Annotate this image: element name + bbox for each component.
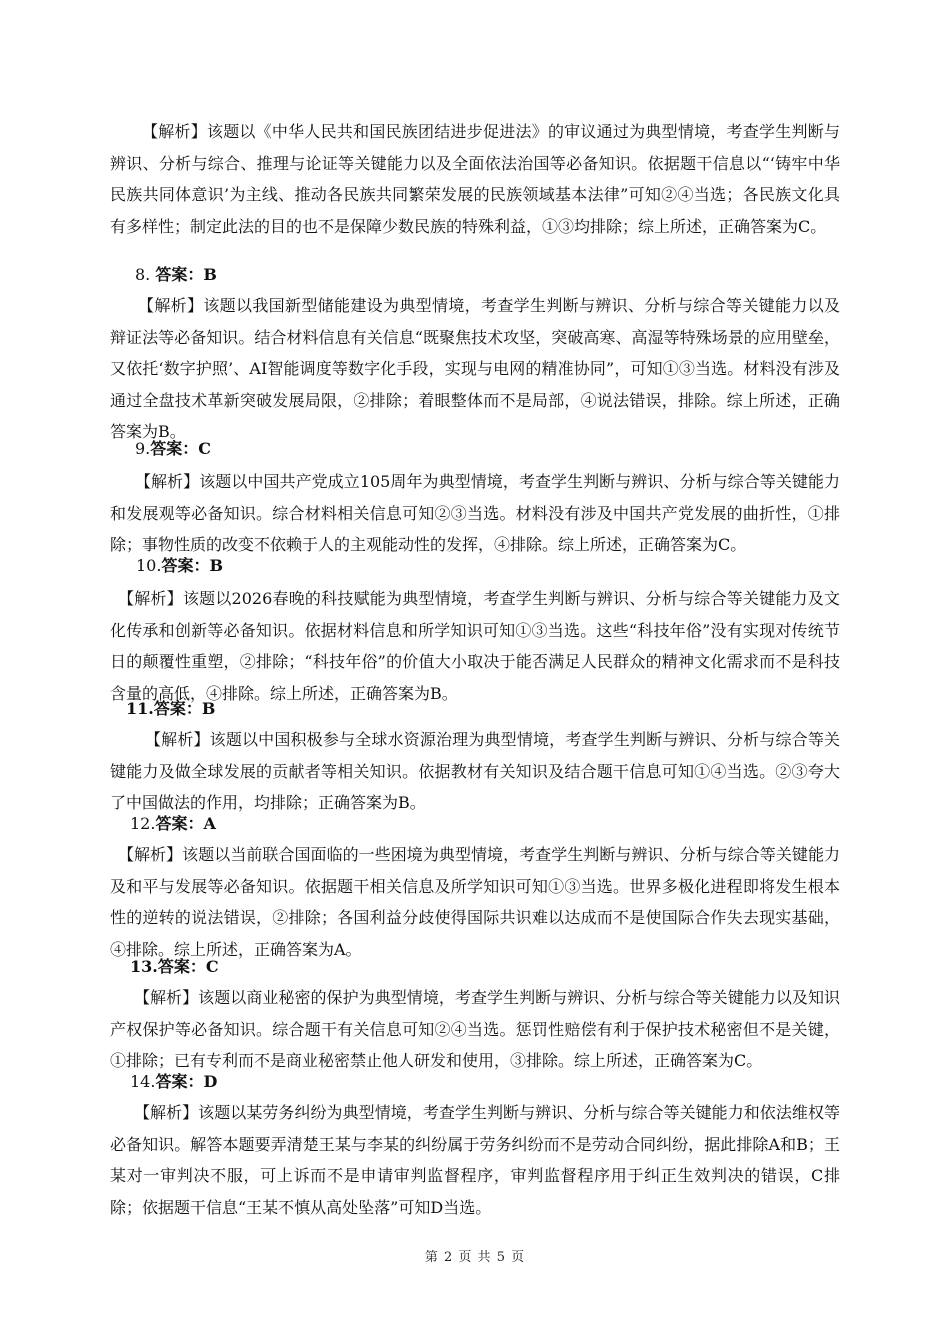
answer-label: 答案： <box>161 556 210 575</box>
answer-label: 答案： <box>155 265 204 284</box>
answer-q13 <box>110 954 860 980</box>
analysis-text: 【解析】该题以商业秘密的保护为典型情境，考查学生判断与辨识、分析与综合等关键能力以及知识产权保护等必备知识。综合题干有关信息可知②④当选。惩罚性赔偿有利于保护技术秘密但不是关键，①排除；已有专利而不是商业秘密禁止他人研发和使用，③排除。综上所述，正确答案为C。 <box>110 988 840 1070</box>
analysis-q7 <box>110 116 840 242</box>
page-footer: 第 2 页 共 5 页 <box>424 1250 526 1265</box>
answer-number: 10. <box>136 556 162 575</box>
analysis-text: 【解析】该题以当前联合国面临的一些困境为典型情境，考查学生判断与辨识、分析与综合等关键能力及和平与发展等必备知识。依据题干相关信息及所学知识可知①③当选。世界多极化进程即将发生根本性的逆转的说法错误，②排除；各国利益分歧使得国际共识难以达成而不是使国际合作失去现实基础，④排除。综上所述，正确答案为A。 <box>110 845 840 959</box>
answer-q10 <box>110 553 866 579</box>
answer-value: B <box>203 265 217 284</box>
answer-number: 9. <box>135 439 151 458</box>
answer-label: 答案： <box>150 439 199 458</box>
answer-label: 答案： <box>153 699 202 718</box>
analysis-q8 <box>110 290 840 448</box>
answer-label: 答案： <box>155 814 204 833</box>
answer-q12 <box>110 811 860 837</box>
answer-number: 14. <box>130 1072 156 1091</box>
analysis-q13 <box>110 982 840 1077</box>
answer-label: 答案： <box>155 1072 204 1091</box>
answer-number: 11. <box>126 699 154 718</box>
analysis-q11 <box>110 724 840 819</box>
analysis-text: 【解析】该题以2026春晚的科技赋能为典型情境，考查学生判断与辨识、分析与综合等关键能力及文化传承和创新等必备知识。依据材料信息和所学知识可知①③当选。这些“科技年俗”没有实现对传统节日的颠覆性重塑，②排除；“科技年俗”的价值大小取决于能否满足人民群众的精神文化需求而不是科技含量的高低，④排除。综上所述，正确答案为B。 <box>110 589 840 703</box>
answer-value: B <box>201 699 216 718</box>
answer-number: 8. <box>135 265 151 284</box>
analysis-text: 【解析】该题以我国新型储能建设为典型情境，考查学生判断与辨识、分析与综合等关键能力以及辩证法等必备知识。结合材料信息有关信息“既聚焦技术攻坚，突破高寒、高湿等特殊场景的应用壁垒，又依托‘数字护照’、AI智能调度等数字化手段，实现与电网的精准协同”，可知①③当选。材料没有涉及通过全盘技术革新突破发展局限，②排除；着眼整体而不是局部，④说法错误，排除。综上所述，正确答案为B。 <box>110 296 840 441</box>
answer-q9 <box>110 436 865 462</box>
analysis-q10 <box>110 583 840 709</box>
answer-q14 <box>110 1069 860 1095</box>
analysis-q9 <box>110 466 840 561</box>
answer-value: C <box>198 439 212 458</box>
analysis-text: 【解析】该题以《中华人民共和国民族团结进步促进法》的审议通过为典型情境，考查学生判断与辨识、分析与综合、推理与论证等关键能力以及全面依法治国等必备知识。依据题干信息以“‘铸牢中华民族共同体意识’为主线、推动各民族共同繁荣发展的民族领域基本法律”可知②④当选；各民族文化具有多样性；制定此法的目的也不是保障少数民族的特殊利益，①③均排除；综上所述，正确答案为C。 <box>110 122 840 236</box>
analysis-text: 【解析】该题以中国积极参与全球水资源治理为典型情境，考查学生判断与辨识、分析与综合等关键能力及做全球发展的贡献者等相关知识。依据教材有关知识及结合题干信息可知①④当选。②③夸大了中国做法的作用，均排除；正确答案为B。 <box>110 730 840 812</box>
answer-value: C <box>205 957 219 976</box>
answer-label: 答案： <box>157 957 206 976</box>
answer-number: 13. <box>130 957 158 976</box>
answer-value: D <box>203 1072 218 1091</box>
analysis-q12 <box>110 839 840 965</box>
answer-value: B <box>209 556 223 575</box>
analysis-text: 【解析】该题以中国共产党成立105周年为典型情境，考查学生判断与辨识、分析与综合等关键能力和发展观等必备知识。综合材料相关信息可知②③当选。材料没有涉及中国共产党发展的曲折性，①排除；事物性质的改变不依赖于人的主观能动性的发挥，④排除。综上所述，正确答案为C。 <box>110 472 840 554</box>
analysis-text: 【解析】该题以某劳务纠纷为典型情境，考查学生判断与辨识、分析与综合等关键能力和依法维权等必备知识。解答本题要弄清楚王某与李某的纠纷属于劳务纠纷而不是劳动合同纠纷，据此排除A和B；王某对一审判决不服，可上诉而不是申请审判监督程序，审判监督程序用于纠正生效判决的错误，C排除；依据题干信息“王某不慎从高处坠落”可知D当选。 <box>110 1103 840 1217</box>
answer-number: 12. <box>130 814 156 833</box>
analysis-q14 <box>110 1097 840 1223</box>
answer-value: A <box>203 814 216 833</box>
answer-q11 <box>110 696 856 722</box>
answer-q8 <box>110 262 865 288</box>
